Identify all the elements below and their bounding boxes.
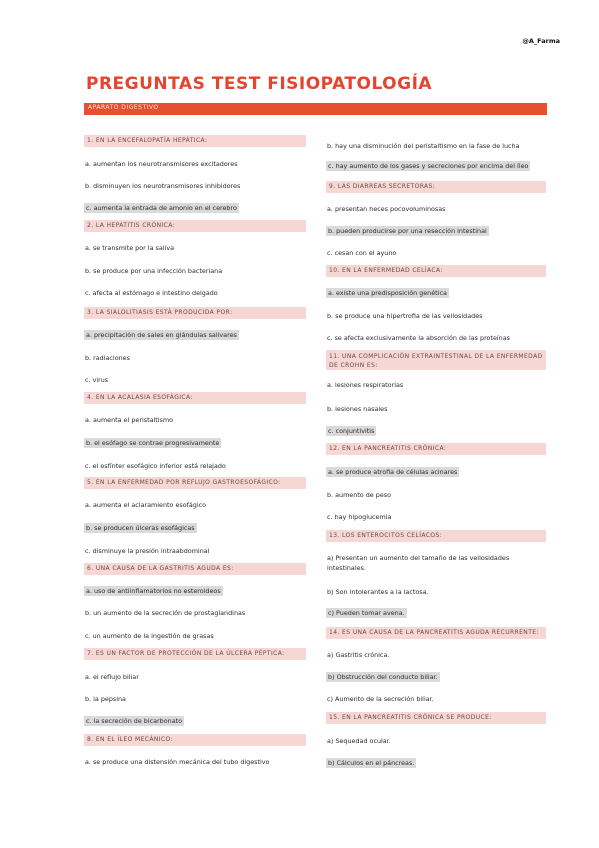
question-header: 13. LOS ENTEROCITOS CELÍACOS:: [326, 530, 546, 542]
answer-option: a. aumentan los neurotransmisores excitadores: [85, 160, 238, 168]
answer-option: a. se transmite por la saliva: [85, 244, 175, 252]
answer-option: a. aumenta el peristaltismo: [85, 416, 174, 424]
question-header: 4. EN LA ACALASIA ESOFÁGICA:: [84, 392, 306, 404]
answer-option: b. la pepsina: [85, 695, 126, 703]
question-header: 11. UNA COMPLICACIÓN EXTRAINTESTINAL DE LA ENFERMEDAD DE CROHN ES:: [326, 350, 546, 370]
answer-option: c. hay hipoglucemia: [327, 513, 392, 521]
answer-option: c. un aumento de la ingestión de grasas: [85, 632, 214, 640]
answer-option: b. se produce una hipertrofia de las vellosidades: [327, 312, 483, 320]
answer-option-highlighted: a. existe una predisposición genética: [328, 289, 447, 297]
answer-option: c) Aumento de la secreción biliar.: [327, 695, 434, 703]
answer-option-highlighted: b) Obstrucción del conducto biliar.: [328, 673, 438, 681]
question-header: 10. EN LA ENFERMEDAD CELÍACA:: [326, 265, 546, 277]
answer-option: c. se afecta exclusivamente la absorción de las proteínas: [327, 334, 510, 342]
answer-option-highlighted: b) Cálculos en el páncreas.: [328, 759, 415, 767]
question-header: 12. EN LA PANCREATITIS CRÓNICA:: [326, 443, 546, 455]
answer-option: c. disminuye la presión intraabdominal: [85, 547, 210, 555]
question-header: 2. LA HEPATITIS CRÓNICA:: [84, 220, 306, 232]
answer-option-highlighted: a. precipitación de sales en glándulas salivares: [86, 331, 237, 339]
answer-option: a) Presentan un aumento del tamaño de las vellosidades intestinales.: [327, 554, 510, 572]
question-header: 14. ES UNA CAUSA DE LA PANCREATITIS AGUDA RECURRENTE:: [326, 627, 546, 639]
answer-option-highlighted: c. hay aumento de los gases y secreciones por encima del íleo: [328, 162, 529, 170]
question-header: 3. LA SIALOLITIASIS ESTÁ PRODUCIDA POR:: [84, 307, 306, 319]
answer-option: c. virus: [85, 376, 109, 384]
question-header: 6. UNA CAUSA DE LA GASTRITIS AGUDA ES:: [84, 563, 306, 575]
answer-option-highlighted: a. se produce atrofia de células acinares: [328, 468, 458, 476]
answer-option: a. lesiones respiratorias: [327, 381, 404, 389]
answer-option-highlighted: b. pueden producirse por una resección intestinal: [328, 227, 487, 235]
answer-option: b. aumento de peso: [327, 491, 391, 499]
answer-option-highlighted: c. conjuntivitis: [328, 427, 375, 435]
answer-option: a. el reflujo biliar: [85, 673, 139, 681]
answer-option-highlighted: c) Pueden tomar avena.: [328, 609, 405, 617]
answer-option: a) Gastritis crónica.: [327, 651, 390, 659]
page-title: PREGUNTAS TEST FISIOPATOLOGÍA: [86, 74, 433, 94]
section-banner: [84, 103, 547, 115]
answer-option-highlighted: a. uso de antiinflamatorios no esteroideos: [86, 587, 221, 595]
question-header: 7. ES UN FACTOR DE PROTECCIÓN DE LA ÚLCERA PÉPTICA:: [84, 648, 306, 660]
question-header: 5. EN LA ENFERMEDAD POR REFLUJO GASTROESOFÁGICO:: [84, 477, 306, 489]
question-header: 8. EN EL ÍLEO MECÁNICO:: [84, 734, 306, 746]
answer-option-highlighted: c. la secreción de bicarbonato: [86, 717, 183, 725]
question-header: 15. EN LA PANCREATITIS CRÓNICA SE PRODUCE:: [326, 712, 546, 724]
answer-option: b. disminuyen los neurotransmisores inhibidores: [85, 182, 241, 190]
question-header: 1. EN LA ENCEFALOPATÍA HEPÁTICA:: [84, 135, 306, 147]
answer-option-highlighted: c. aumenta la entrada de amonio en el cerebro: [86, 204, 237, 212]
answer-option: a) Sequedad ocular.: [327, 737, 391, 745]
answer-option: b. radiaciones: [85, 354, 130, 362]
answer-option: c. el esfínter esofágico inferior está relajado: [85, 462, 226, 470]
section-title: APARATO DIGESTIVO: [88, 104, 159, 111]
question-header: 9. LAS DIARREAS SECRETORAS:: [326, 181, 546, 193]
answer-option: b) Son intolerantes a la lactosa.: [327, 588, 429, 596]
answer-option: c. cesan con el ayuno: [327, 249, 397, 257]
answer-option: a. se produce una distensión mecánica del tubo digestivo: [85, 758, 270, 766]
answer-option-highlighted: b. se producen úlceras esofágicas: [86, 524, 195, 532]
answer-option: b. lesiones nasales: [327, 405, 388, 413]
answer-option: b. un aumento de la secreción de prostaglandinas: [85, 609, 246, 617]
author-handle: @A_Farma: [522, 37, 560, 45]
answer-option: c. afecta al estómago e intestino delgado: [85, 289, 218, 297]
answer-option: b. hay una disminución del peristaltismo en la fase de lucha: [327, 142, 520, 150]
answer-option: a. aumenta el aclaramiento esofágico: [85, 501, 207, 509]
answer-option-highlighted: b. el esófago se contrae progresivamente: [86, 439, 220, 447]
answer-option: a. presentan heces pocovoluminosas: [327, 205, 446, 213]
answer-option: b. se produce por una infección bacteriana: [85, 267, 223, 275]
